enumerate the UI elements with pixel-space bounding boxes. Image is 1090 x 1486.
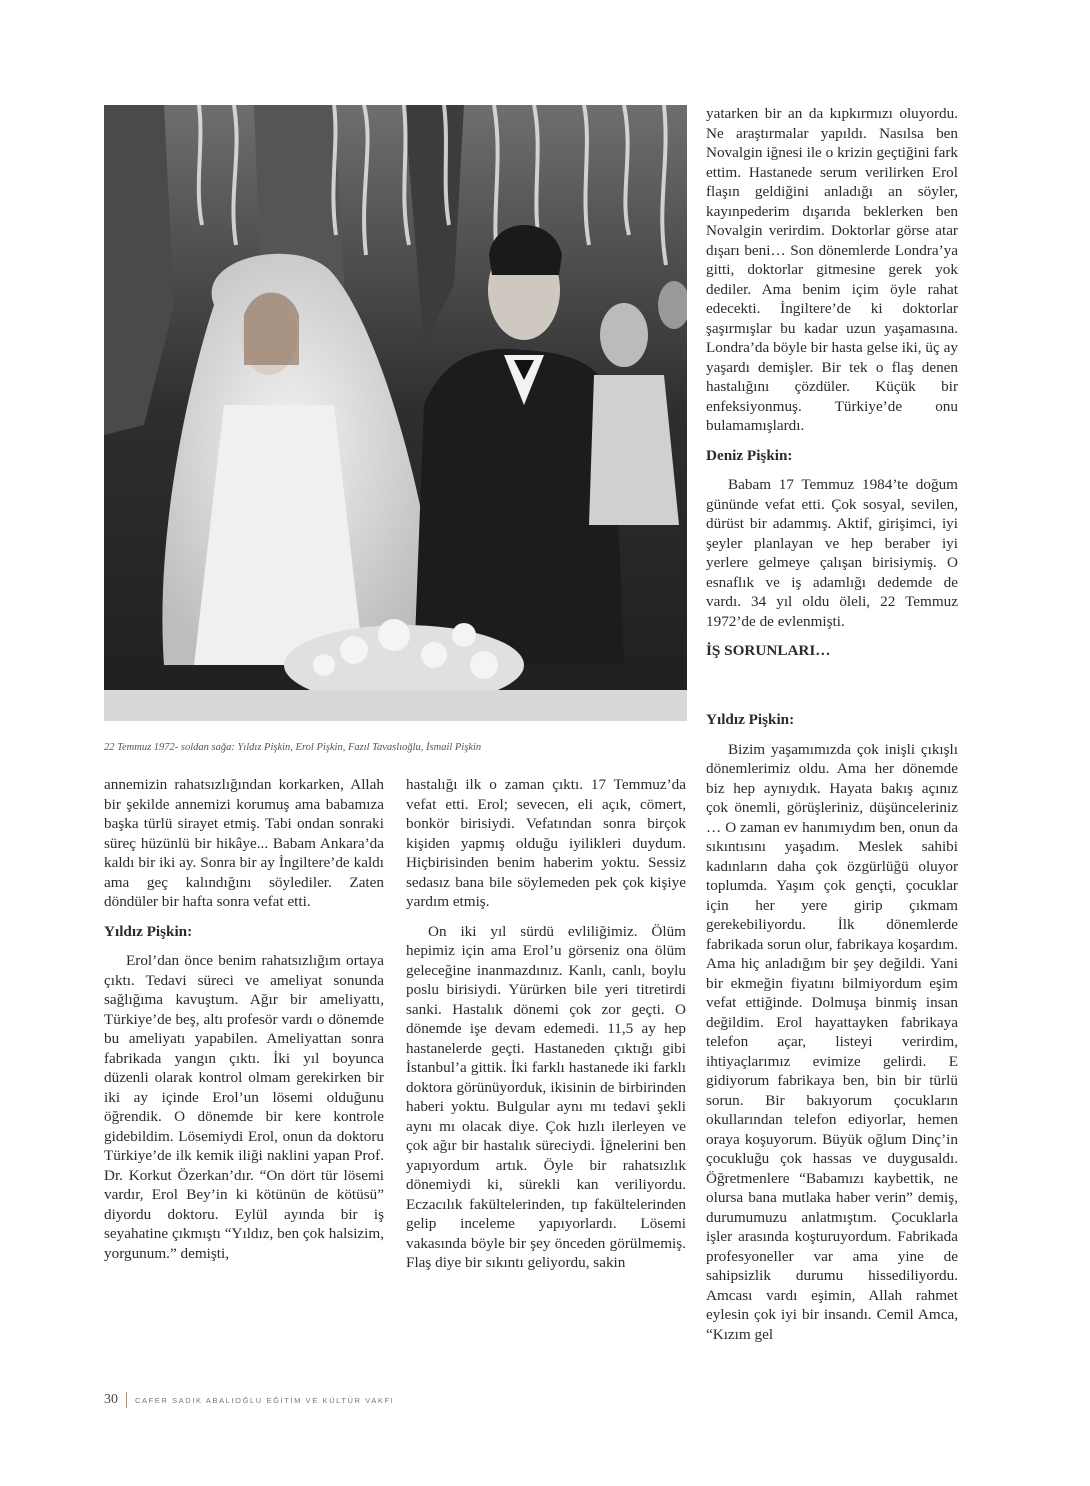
paragraph: On iki yıl sürdü evliliğimiz. Ölüm hepimiz için ama Erol’u görseniz ona ölüm geleceğine inanmazdınız. Kanlı, canlı, boylu poslu birisiydi. Yürürken bile yeri titretirdi sanki. Hastalık dönemi çok zor geçti. O dönemde işe devam edemedi. 11,5 ay hep hastanelerde geçti. Hastaneden çıktığı gibi İstanbul’a gittik. İki farklı hastanede iki farklı doktora görünüyorduk, ikisinin de birbirinden haberi yoktu. Bulgular aynı mı tedavi şekli aynı mı olacak diye. Çok hızlı ilerleyen ve çok ağır bir hastalık süreciydi. İğnelerini ben yapıyordum artık. Öyle bir rahatsızlık dönemiydi ki, sürekli kan veriliyordu. Eczacılık fakültelerinden, tıp fakültelerinden gelip inceleme yapıyorlardı. Lösemi vakasında böyle bir şey önceden görülmemiş. Flaş diye bir sıkıntı geliyordu, sakin	[406, 922, 686, 1271]
paragraph: Erol’dan önce benim rahatsızlığım ortaya çıktı. Tedavi süreci ve ameliyat sonunda sağlığıma kavuştum. Ağır bir ameliyattı, Türkiye’de beş, altı profesör vardı o dönemde bu ameliyatı yapabilen. Ameliyattan sonra fabrikada yangın çıktı. İki yıl boyunca düzenli olarak kontrol olmam gerekirken bir iki ay içinde Erol’un lösemi olduğunu öğrendik. O dönemde bir kere kontrole gidebildim. Lösemiydi Erol, onun da doktoru Türkiye’de ilk kemik iliği naklini yapan Prof. Dr. Korkut Özerkan’dır. “On dört tür lösemi vardır, Erol Bey’in ki kötünün de kötüsü” diyordu doktoru. Eylül ayında bir iş seyahatine çıkmıştı “Yıldız, ben çok halsizim, yorgunum.” demişti,	[104, 952, 384, 1262]
page-number: 30	[104, 1392, 118, 1407]
paragraph: yatarken bir an da kıpkırmızı oluyordu. Ne araştırmalar yapıldı. Nasılsa ben Novalgin iğnesi ile o krizin geçtiğini fark ettim. Hastanede serum verilirken Erol flaşın geldiğini anladığı an söyler, kayınpederim dışarıda beklerken ben Novalgin verirdim. Doktorlar görse atar dışarı beni… Son dönemlerde Londra’ya gitti, doktorlar gitmesine gerek yok dediler. Ama benim içim öyle rahat edecekti. İngiltere’de ki doktorlar şaşırmışlar bu kadar uzun yaşamasına. Londra’da böyle bir hasta gelse iki, üç ay yaşardı demişler. Bir tek o flaş denen hastalığını çözdüler. Küçük bir enfeksiyonmuş. Türkiye’de onu bulamamışlardı.	[706, 105, 958, 434]
article-column-left	[104, 775, 384, 1273]
footer-divider	[126, 1392, 127, 1408]
speaker-heading-yildiz: Yıldız Pişkin:	[104, 922, 193, 940]
article-column-middle	[406, 775, 686, 1283]
wedding-photo-illustration	[104, 105, 687, 721]
paragraph: Babam 17 Temmuz 1984’te doğum gününde vefat etti. Çok sosyal, sevilen, dürüst bir adammış. Aktif, girişimci, iyi şeyler planlayan ve hep beraber iyi yerlere gelmeye çalışan birisiymiş. O esnaflık ve iş adamlığı dedemde de vardı. 34 yıl oldu öleli, 22 Temmuz 1972’de de evlenmişti.	[706, 476, 958, 630]
article-column-right-bottom	[706, 706, 958, 1354]
wedding-photo	[104, 105, 687, 721]
page-footer	[104, 1390, 394, 1410]
photo-caption: 22 Temmuz 1972- soldan sağa: Yıldız Pişkin, Erol Pişkin, Fazıl Tavaslıoğlu, İsmail Pişkin	[104, 742, 482, 753]
speaker-heading-yildiz: Yıldız Pişkin:	[706, 711, 795, 728]
section-heading: İŞ SORUNLARI…	[706, 642, 831, 659]
speaker-heading-deniz: Deniz Pişkin:	[706, 446, 793, 464]
paragraph: Bizim yaşamımızda çok inişli çıkışlı dönemlerimiz oldu. Ama her dönemde biz hep aynıydık. Hayata bakış açınız çok önemli, görüşleriniz, düşünceleriniz … O zaman ev hanımıydım ben, onun da sıkıntısını yaşadım. Meslek sahibi kadınların daha çok özgürlüğü oluyor toplumda. Yaşım çok gençti, çocuklar için her yere girip çıkmam gerekebiliyordu. İlk dönemlerde fabrikada sorun olur, fabrikaya koşardım. Ama hiç anladığım bir şey değildi. Yani bir ekmeğin fiyatını bilmiyordum eşim vefat ettiğinde. Dolmuşa binmiş insan değildim. Erol hayattayken fabrikaya telefon açar, listeyi verirdim, ihtiyaçlarımız evimize gelirdi. E gidiyorum fabrikaya ben, bin bir türlü sorun. Bir bakıyorum çocukların okullarından telefon ediyorlar, hemen oraya koşuyorum. Büyük oğlum Dinç’in çocukluğu çok hassas ve duygusaldı. Öğretmenlere “Babamızı kaybettik, ne olursa bana mutlaka haber verin” demiş, durumumuzu anlatmıştım. Çocuklarla işler arasında koşturuyordum. Fabrikada profesyoneller var ama yine de sahipsizlik durumu hissediliyordu. Amcası vardı eşimin, Allah rahmet eylesin çok iyi bir insandı. Cemil Amca, “Kızım gel	[706, 740, 958, 1343]
paragraph: hastalığı ilk o zaman çıktı. 17 Temmuz’da vefat etti. Erol; sevecen, eli açık, cömert, bonkör birisiydi. Vefatından sonra birçok kişiden yapmış olduğu iyilikleri duydum. Hiçbirisinden benim haberim yoktu. Sessiz sedasız bana bile söylemeden pek çok kişiye yardım etmiş.	[406, 776, 686, 910]
organization-name: CAFER SADIK ABALIOĞLU EĞİTİM VE KÜLTÜR VAKFI	[135, 1395, 395, 1405]
paragraph: annemizin rahatsızlığından korkarken, Allah bir şekilde annemizi korumuş ama babamıza başka türlü sirayet etmiş. Tabi ondan sonraki süreç hüzünlü bir hikâye... Babam Ankara’da kaldı bir iki ay. Sonra bir ay İngiltere’de kaldı ama geç kalındığını söylediler. Zaten döndüler bir hafta sonra vefat etti.	[104, 776, 384, 910]
article-column-right-top	[706, 104, 958, 671]
